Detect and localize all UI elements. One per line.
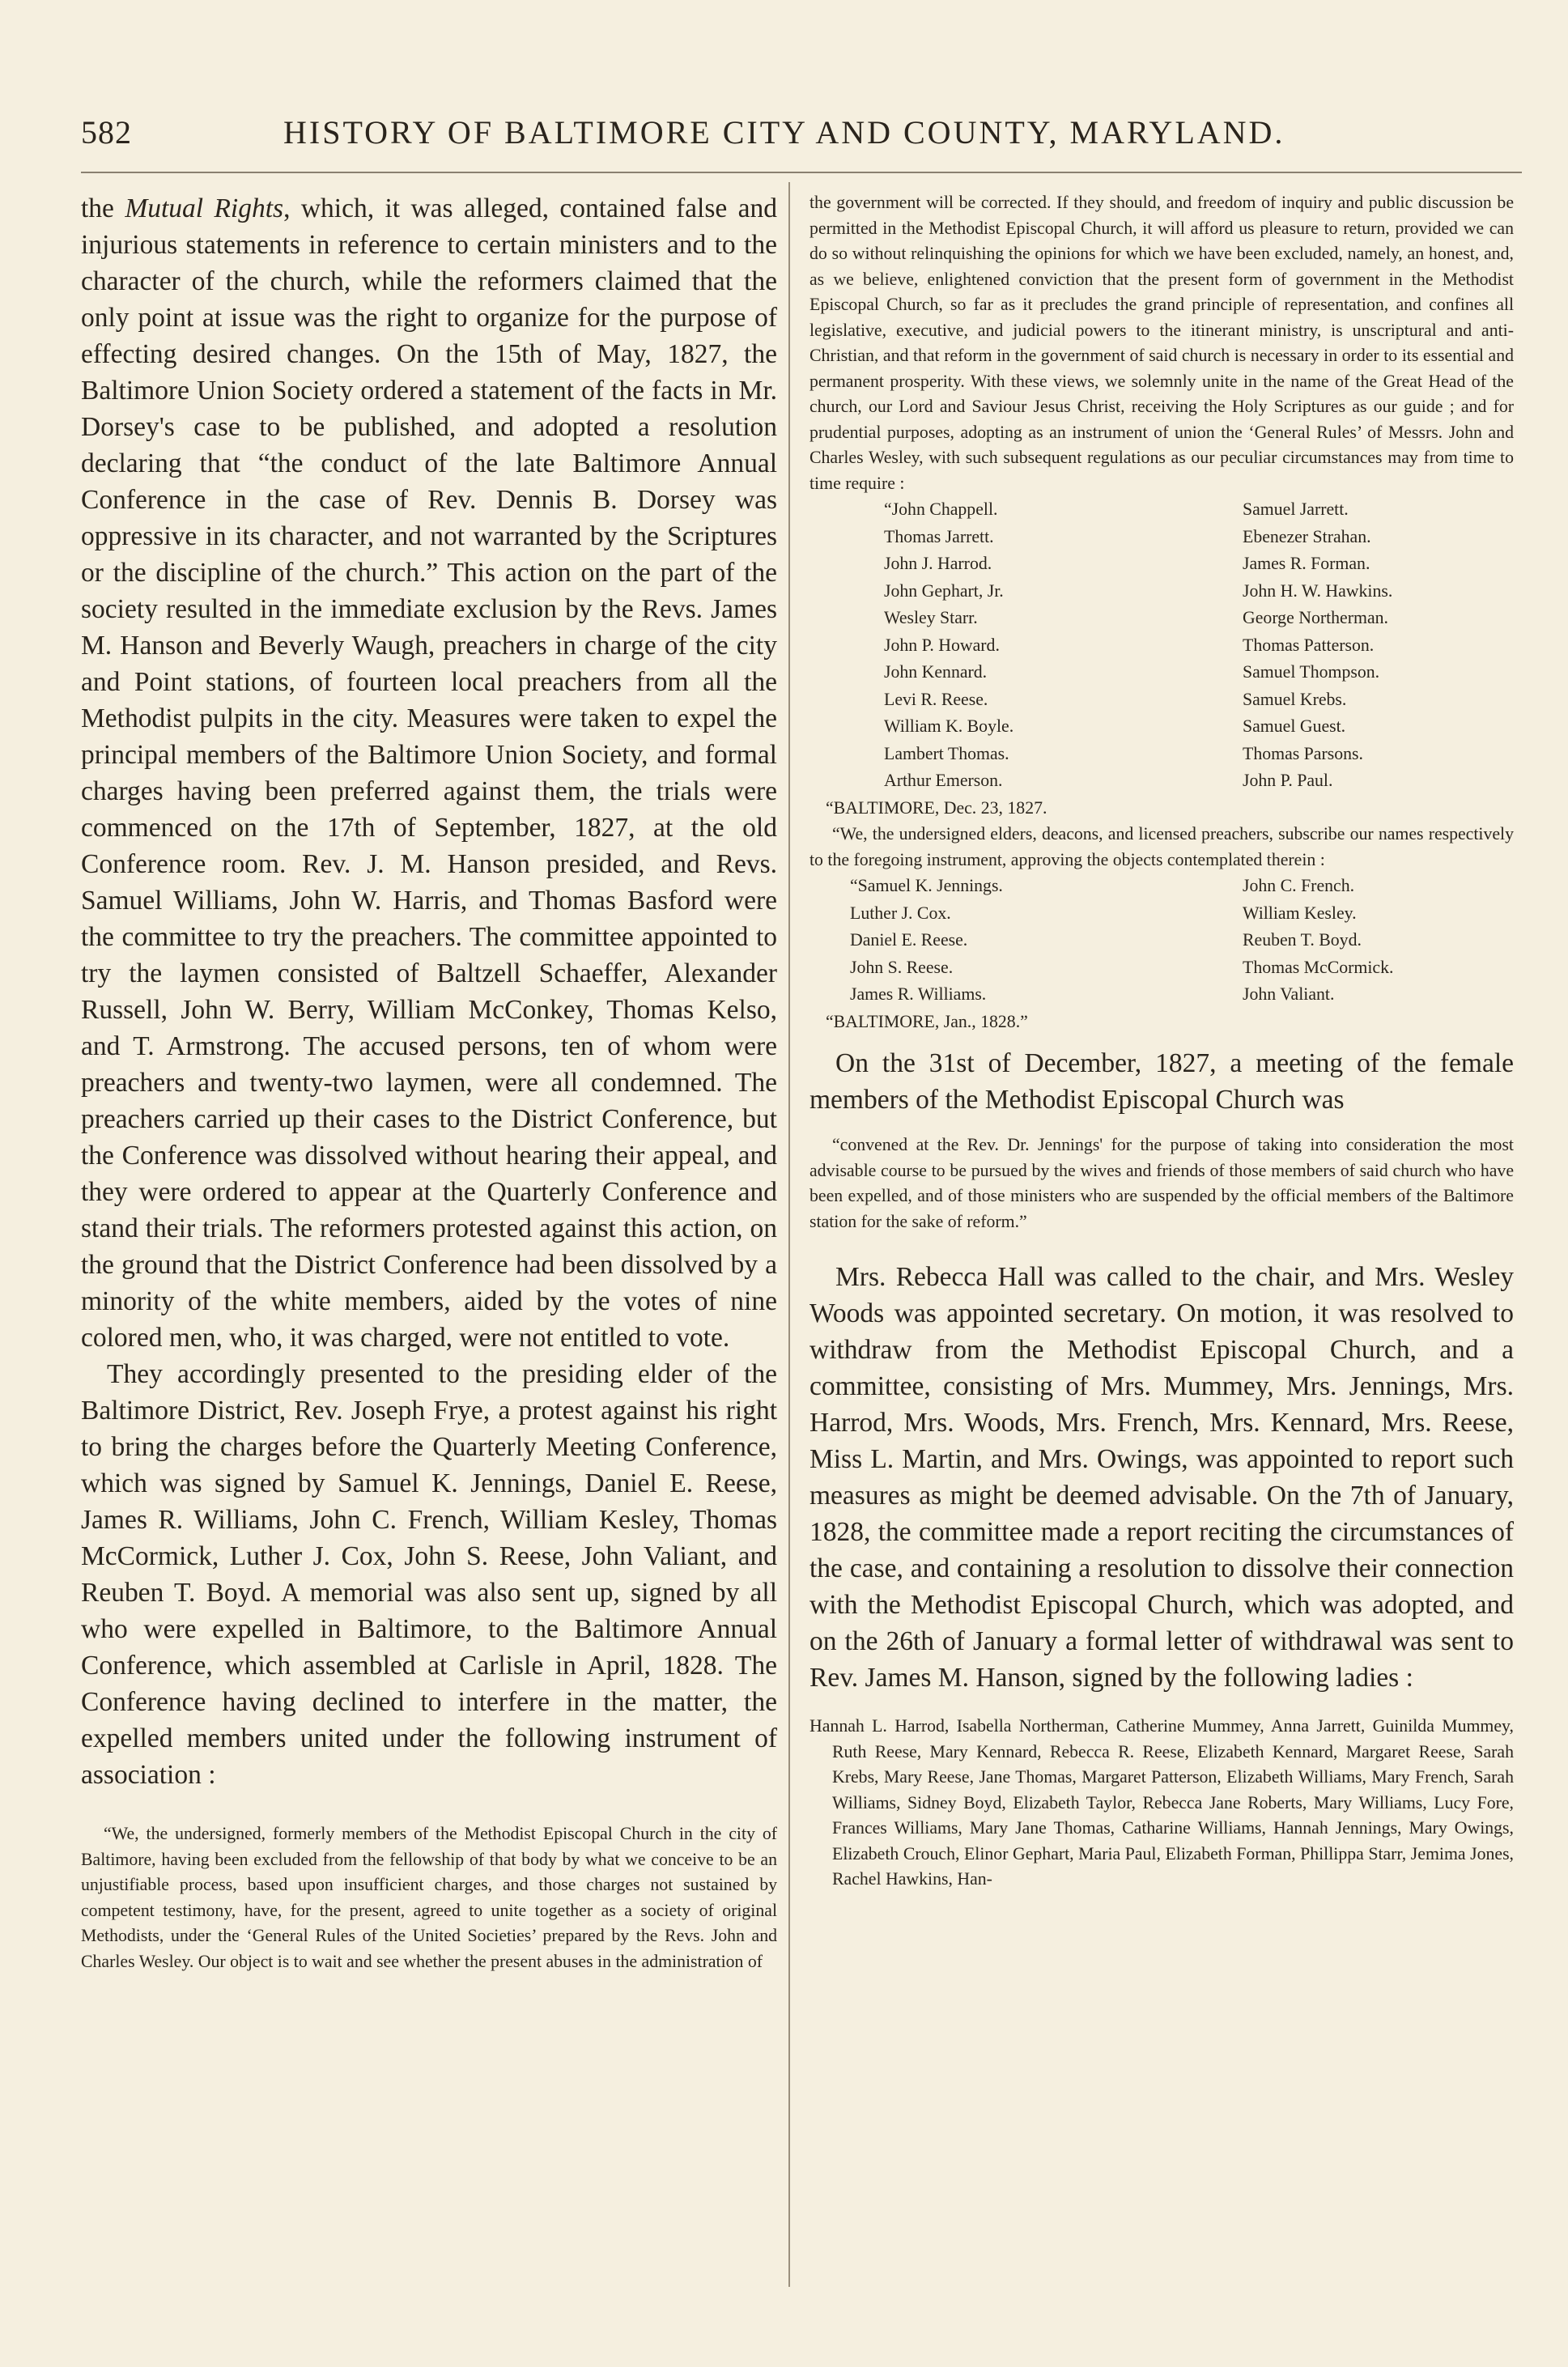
signatory-name: James R. Forman. [1243, 554, 1370, 573]
preachers-statement: “We, the undersigned elders, deacons, and licensed preachers, subscribe our names respectively to the foregoing instrument, approving the objects contemplated therein : [809, 824, 1514, 869]
signatory-name: John Valiant. [1243, 984, 1335, 1004]
page-number: 582 [81, 114, 132, 151]
preachers-left-column [809, 873, 1162, 1009]
text-run: , which, it was alleged, contained false and injurious statements in reference to certain ministers and to the character of the church, while the reformers claimed that the only point at issue was the right to organize for the purpose of effecting desired changes. On the 15th of May, 1827, the Baltimore Union Society ordered a statement of the facts in Mr. Dorsey's case to be published, and adopted a resolution declaring that “the conduct of the late Baltimore Annual Conference in the case of Rev. Dennis B. Dorsey was oppressive in its character, and not warranted by the Scriptures or the discipline of the church.” This action on the part of the society resulted in the immediate exclusion by the Revs. James M. Hanson and Beverly Waugh, preachers in charge of the city and Point stations, of fourteen local preachers from all the Methodist pulpits in the city. Measures were taken to expel the principal members of the Baltimore Union Society, and formal charges having been preferred against them, the trials were commenced on the 17th of September, 1827, at the old Conference room. Rev. J. M. Hanson presided, and Revs. Samuel Williams, John W. Harris, and Thomas Basford were the committee to try the preachers. The committee appointed to try the laymen consisted of Baltzell Schaeffer, Alexander Russell, John W. Berry, William McConkey, Thomas Kelso, and T. Armstrong. The accused persons, ten of whom were preachers and twenty-two laymen, were all condemned. The preachers carried up their cases to the District Conference, but the Conference was dissolved without hearing their appeal, and they were ordered to appear at the Quarterly Conference and stand their trials. The reformers protested against this action, on the ground that the District Conference had been dissolved by a minority of the white members, aided by the votes of nine colored men, who, it was charged, were not entitled to vote. [81, 193, 777, 1353]
signatory-name: John P. Paul. [1243, 771, 1333, 790]
signatory-name: Thomas Parsons. [1243, 743, 1363, 763]
paragraph-withdrawal: Mrs. Rebecca Hall was called to the chair, and Mrs. Wesley Woods was appointed secretary. On motion, it was resolved to withdraw from the Methodist Episcopal Church, and a committee, consisting of Mrs. Mummey, Mrs. Jennings, Mrs. Harrod, Mrs. Woods, Mrs. French, Mrs. Kennard, Mrs. Reese, Miss L. Martin, and Mrs. Owings, was appointed to report such measures as might be deemed advisable. On the 7th of January, 1828, the committee made a report reciting the circumstances of the case, and containing a resolution to dissolve their connection with the Methodist Episcopal Church, which was adopted, and on the 26th of January a formal letter of withdrawal was sent to Rev. James M. Hanson, signed by the following ladies : [809, 1262, 1514, 1693]
left-column [81, 190, 777, 1974]
signatory-name: Ebenezer Strahan. [1243, 526, 1371, 546]
signatory-name: Wesley Starr. [884, 608, 978, 627]
signatory-name: Thomas McCormick. [1243, 957, 1394, 977]
signatory-name: John Kennard. [884, 662, 988, 682]
dateline-jan-1828: “BALTIMORE, Jan., 1828.” [826, 1011, 1028, 1031]
signatory-name: “John Chappell. [884, 499, 998, 519]
signatory-name: John Gephart, Jr. [884, 580, 1004, 601]
association-quote: “We, the undersigned, formerly members of the Methodist Episcopal Church in the city of Baltimore, having been excluded from the fellowship of that body by what we conceive to be an unjustifiable process, based upon insufficient charges, and those charges not sustained by competent testimony, have, for the present, agreed to unite together as a society of original Methodists, under the ‘General Rules of the United Societies’ prepared by the Revs. John and Charles Wesley. Our object is to wait and see whether the present abuses in the administration of [81, 1824, 777, 1971]
signatory-name: Lambert Thomas. [884, 743, 1009, 763]
signatory-name: John P. Howard. [884, 635, 1000, 655]
ladies-list: Hannah L. Harrod, Isabella Northerman, Catherine Mummey, Anna Jarrett, Guinilda Mummey, Ruth Reese, Mary Kennard, Rebecca R. Reese, Elizabeth Kennard, Margaret Reese, Sarah Krebs, Mary Reese, Jane Thomas, Margaret Patterson, Elizabeth Williams, Mary French, Sarah Williams, Sidney Boyd, Elizabeth Taylor, Rebecca Jane Roberts, Mary Williams, Lucy Fore, Frances Williams, Mary Jane Thomas, Catharine Williams, Hannah Jennings, Mary Owings, Elizabeth Crouch, Elinor Gephart, Maria Paul, Elizabeth Forman, Phillippa Starr, Jemima Jones, Rachel Hawkins, Han- [809, 1716, 1514, 1889]
signatory-name: Samuel Thompson. [1243, 662, 1380, 682]
signatory-name: John H. W. Hawkins. [1243, 580, 1393, 601]
signatories-list-2 [809, 873, 1514, 1009]
signatory-name: Arthur Emerson. [884, 771, 1003, 790]
paragraph-mutual-rights [81, 190, 777, 1356]
signatory-name: George Northerman. [1243, 608, 1388, 627]
signatory-name: James R. Williams. [850, 984, 987, 1004]
periodical-title: Mutual Rights [125, 193, 284, 223]
signatory-name: Luther J. Cox. [850, 903, 951, 923]
signatory-name: Levi R. Reese. [884, 689, 988, 709]
page-header [81, 113, 1522, 162]
signatory-name: Reuben T. Boyd. [1243, 930, 1362, 950]
paragraph-protest: They accordingly presented to the presiding elder of the Baltimore District, Rev. Joseph Frye, a protest against his right to bring the charges before the Quarterly Meeting Conference, which was signed by Samuel K. Jennings, Daniel E. Reese, James R. Williams, John C. French, William Kesley, Thomas McCormick, Luther J. Cox, John S. Reese, John Valiant, and Reuben T. Boyd. A memorial was also sent up, signed by all who were expelled in Baltimore, to the Baltimore Annual Conference, which assembled at Carlisle in April, 1828. The Conference having declined to interfere in the matter, the expelled members united under the following instrument of association : [81, 1359, 777, 1790]
signatory-name: Samuel Jarrett. [1243, 499, 1349, 519]
signatory-name: Samuel Krebs. [1243, 689, 1347, 709]
signatory-name: Samuel Guest. [1243, 716, 1346, 736]
column-divider [788, 182, 790, 2287]
signatory-name: John S. Reese. [850, 957, 954, 977]
signatory-name: John J. Harrod. [884, 554, 992, 573]
signatory-name: “Samuel K. Jennings. [850, 876, 1003, 895]
dateline-dec-1827: “BALTIMORE, Dec. 23, 1827. [826, 797, 1047, 818]
running-head: HISTORY OF BALTIMORE CITY AND COUNTY, MARYLAND. [283, 114, 1285, 151]
signatory-name: Thomas Patterson. [1243, 635, 1375, 655]
signatories-left-column [809, 496, 1162, 795]
text-run: the [81, 193, 125, 223]
paragraph-female-members: On the 31st of December, 1827, a meeting of the female members of the Methodist Episcopal Church was [809, 1048, 1514, 1115]
signatories-right-column [1162, 496, 1514, 795]
right-column [809, 190, 1514, 1893]
signatory-name: Thomas Jarrett. [884, 526, 994, 546]
signatory-name: William K. Boyle. [884, 716, 1014, 736]
signatory-name: William Kesley. [1243, 903, 1357, 923]
association-quote-continued: the government will be corrected. If they should, and freedom of inquiry and public discussion be permitted in the Methodist Episcopal Church, it will afford us pleasure to return, provided we can do so without relinquishing the opinions for which we have been excluded, namely, an honest, and, as we believe, enlightened conviction that the present form of government in the Methodist Episcopal Church, so far as it precludes the grand principle of representation, and confines all legislative, executive, and judicial powers to the itinerant ministry, is unscriptural and anti-Christian, and that reform in the government of said church is necessary in order to its essential and permanent prosperity. With these views, we solemnly unite in the name of the Great Head of the church, our Lord and Saviour Jesus Christ, receiving the Holy Scriptures as our guide ; and for prudential purposes, adopting as an instrument of union the ‘General Rules’ of Messrs. John and Charles Wesley, with such subsequent regulations as our peculiar circumstances may from time to time require : [809, 193, 1514, 493]
signatory-name: John C. French. [1243, 876, 1355, 895]
signatories-list-1 [809, 496, 1514, 795]
preachers-right-column [1162, 873, 1514, 1009]
meeting-quote: “convened at the Rev. Dr. Jennings' for the purpose of taking into consideration the most advisable course to be pursued by the wives and friends of those members of said church who have been expelled, and of those ministers who are suspended by the official members of the Baltimore station for the sake of reform.” [809, 1135, 1514, 1231]
signatory-name: Daniel E. Reese. [850, 930, 968, 950]
header-rule [81, 172, 1522, 173]
